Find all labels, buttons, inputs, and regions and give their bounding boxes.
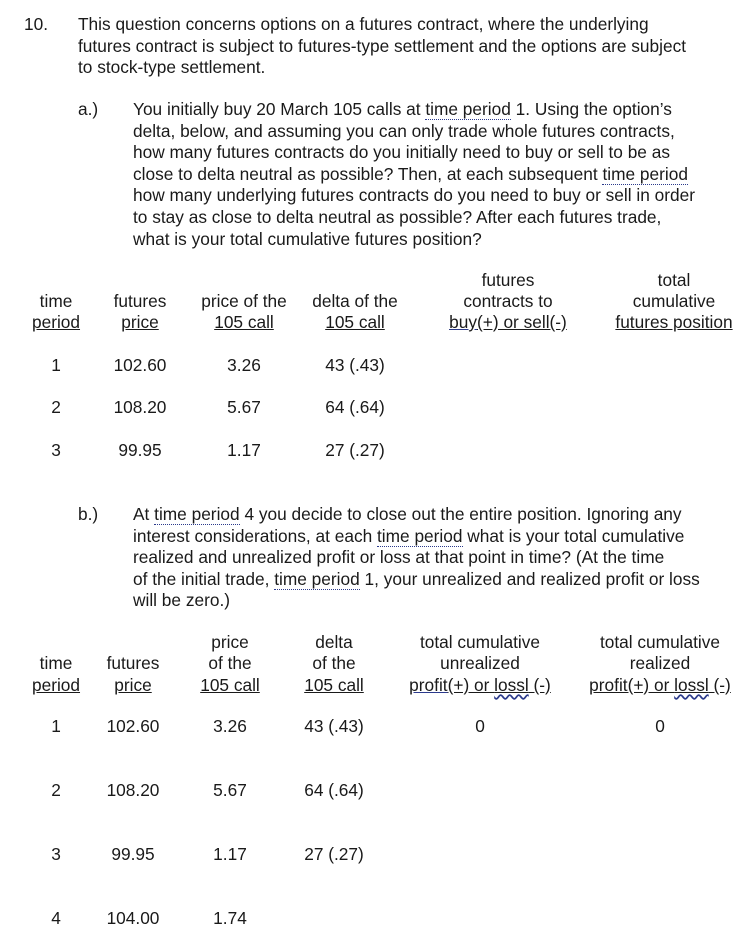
- question-intro: This question concerns options on a futures contract, where the underlying futures contract is subject to futures-type settlement and the options are subject to stock-type settlement.: [78, 14, 687, 78]
- part-b-label: b.): [78, 504, 99, 524]
- part-a-text: You initially buy 20 March 105 calls at time period 1. Using the option’s delta, below, and assuming you can only trade whole futures contracts, how many futures contracts do you initially need to buy or sell to be as close to delta neutral as possible? Then, at each subsequent time period how many underlying futures contracts do you need to buy or sell in order to stay as close to delta neutral as possible? After each futures trade, what is your total cumulative futures position?: [133, 99, 695, 249]
- part-a-label: a.): [78, 99, 99, 119]
- part-b-text: At time period 4 you decide to close out the entire position. Ignoring any interest considerations, at each time period what is your total cumulative realized and unrealized profit or loss at that point in time? (At the time of the initial trade, time period 1, your unrealized and realized profit or loss will be zero.): [133, 504, 700, 611]
- question-number: 10.: [24, 14, 49, 34]
